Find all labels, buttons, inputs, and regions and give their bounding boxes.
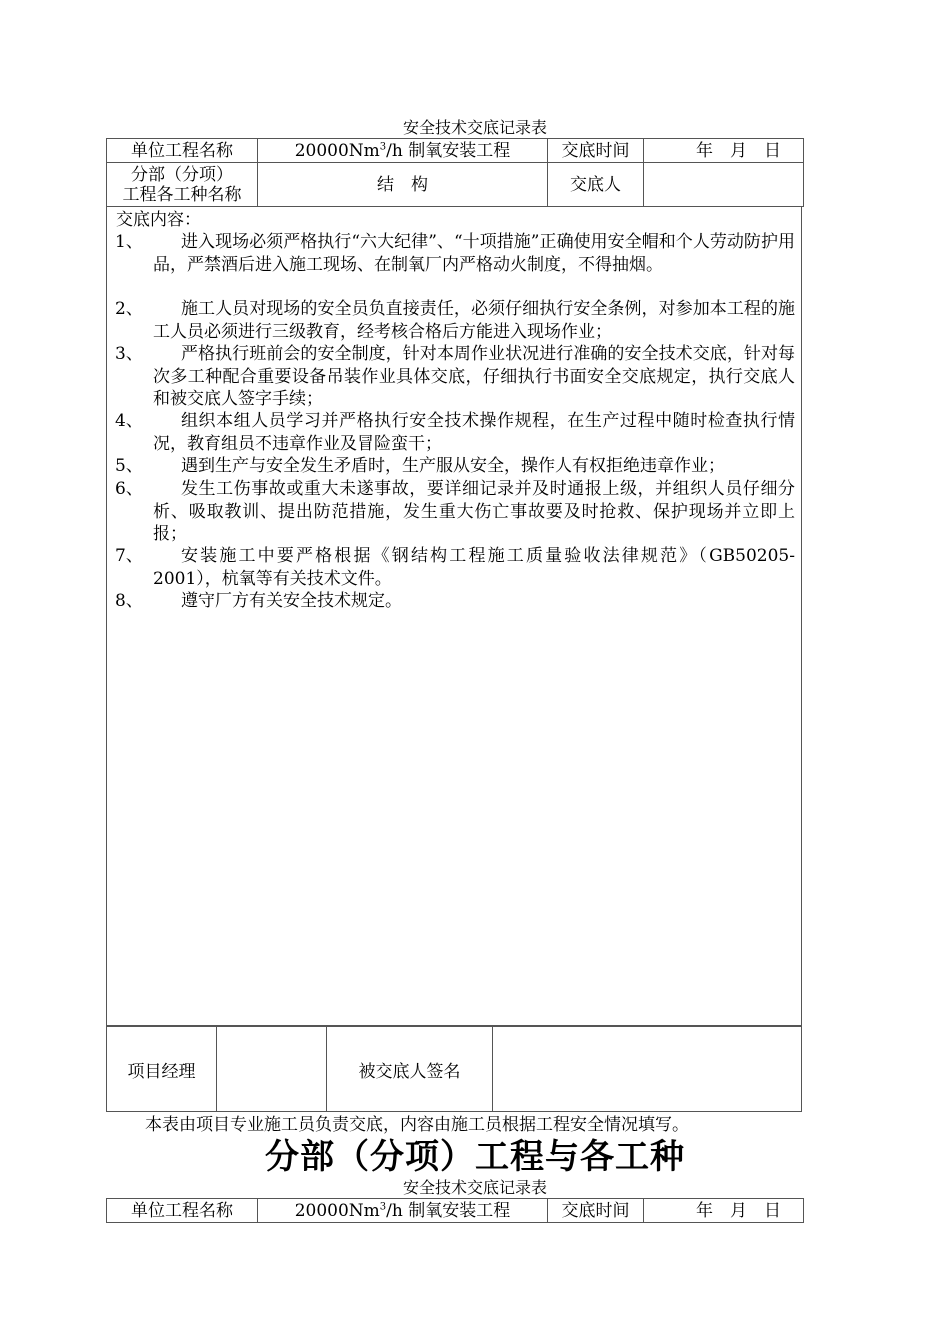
- list-item: 8、 遵守厂方有关安全技术规定。: [115, 591, 402, 611]
- unit-name-label: 单位工程名称: [107, 1199, 258, 1223]
- list-item: 4、 组织本组人员学习并严格执行安全技术操作规程，在生产过程中随时检查执行情况，教育组员不违章作业及冒险蛮干；: [115, 411, 795, 454]
- signature-row: [106, 1026, 802, 1112]
- subproject-value: 结 构: [258, 163, 548, 207]
- list-item: 1、 进入现场必须严格执行“六大纪律”、“十项措施”正确使用安全帽和个人劳动防护用品，严禁酒后进入施工现场、在制氧厂内严格动火制度，不得抽烟。: [115, 232, 795, 275]
- project-name-value: 20000Nm$^3$/h 制氧安装工程: [258, 1199, 548, 1223]
- list-item: 6、 发生工伤事故或重大未遂事故，要详细记录并及时通报上级，并组织人员仔细分析、吸取教训、提出防范措施，发生重大伤亡事故要及时抢救、保护现场并立即上报；: [115, 479, 795, 544]
- header-table: [106, 138, 804, 207]
- handover-person-label: 交底人: [548, 163, 644, 207]
- unit-name-label: 单位工程名称: [107, 139, 258, 163]
- handover-date-field[interactable]: 年 月 日: [644, 1199, 804, 1223]
- handover-content-box: [106, 206, 802, 1026]
- handover-time-label: 交底时间: [548, 139, 644, 163]
- footnote: 本表由项目专业施工员负责交底，内容由施工员根据工程安全情况填写。: [145, 1115, 689, 1135]
- project-name-value: 20000Nm$^3$/h 制氧安装工程: [258, 139, 548, 163]
- subproject-label: 分部（分项） 工程各工种名称: [107, 163, 258, 207]
- handover-date-field[interactable]: 年 月 日: [644, 139, 804, 163]
- form-caption: 安全技术交底记录表: [402, 118, 547, 137]
- signee-label: 被交底人签名: [358, 1061, 461, 1082]
- section-title: 分部（分项）工程与各工种: [265, 1137, 685, 1177]
- header-table: [106, 1198, 804, 1223]
- project-manager-signature-field[interactable]: [217, 1027, 326, 1111]
- list-item: 2、 施工人员对现场的安全员负直接责任，必须仔细执行安全条例，对参加本工程的施工人员必须进行三级教育，经考核合格后方能进入现场作业；: [115, 299, 795, 342]
- signee-signature-field[interactable]: [493, 1027, 801, 1111]
- content-heading: 交底内容：: [116, 210, 201, 230]
- handover-time-label: 交底时间: [548, 1199, 644, 1223]
- handover-person-field[interactable]: [644, 163, 804, 207]
- list-item: 5、 遇到生产与安全发生矛盾时，生产服从安全，操作人有权拒绝违章作业；: [115, 456, 725, 476]
- list-item: 7、 安装施工中要严格根据《钢结构工程施工质量验收法律规范》（GB50205-2001），杭氧等有关技术文件。: [115, 546, 795, 589]
- list-item: 3、 严格执行班前会的安全制度，针对本周作业状况进行准确的安全技术交底，针对每次多工种配合重要设备吊装作业具体交底，仔细执行书面安全交底规定，执行交底人和被交底人签字手续；: [115, 344, 795, 409]
- project-manager-label: 项目经理: [127, 1061, 196, 1082]
- form-caption: 安全技术交底记录表: [402, 1178, 547, 1197]
